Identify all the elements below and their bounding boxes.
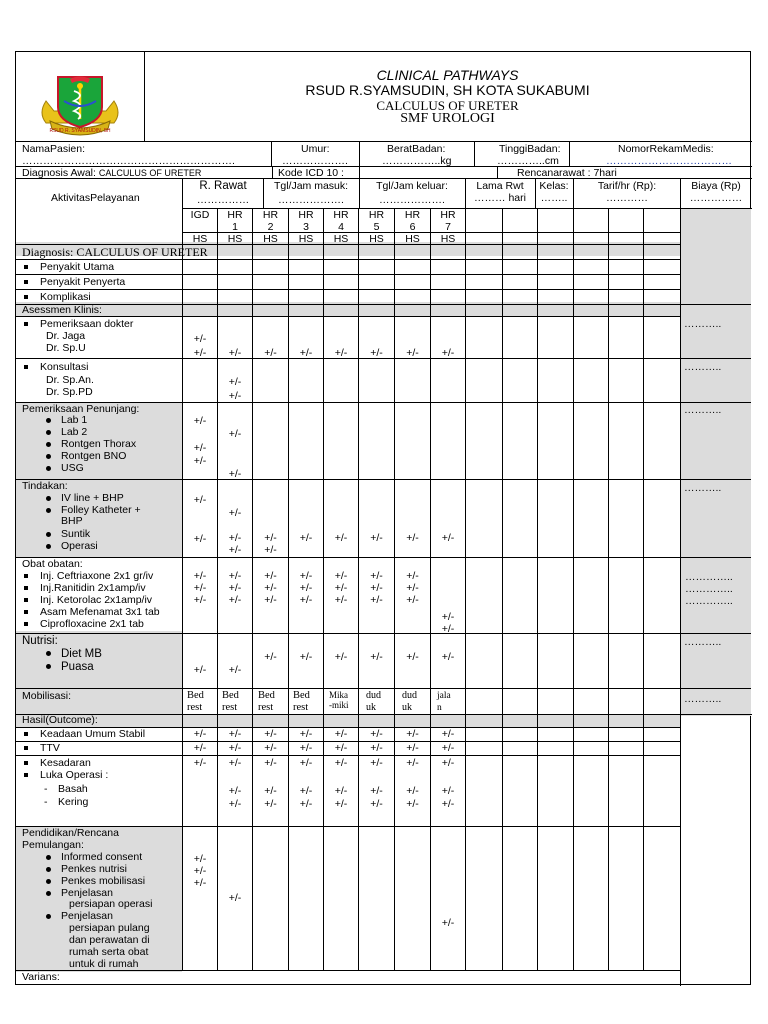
education-title-1: Pendidikan/Rencana <box>22 827 119 839</box>
pm-dry-hr2[interactable]: +/- <box>264 798 277 810</box>
lab1 <box>46 414 87 426</box>
pm-dry-hr6[interactable]: +/- <box>406 798 419 810</box>
pm-wet-hr4[interactable]: +/- <box>334 785 348 797</box>
day-hr6 <box>395 209 430 233</box>
day-hr5-top: HR <box>368 209 385 221</box>
class-field[interactable]: …….. <box>540 192 568 204</box>
mob-hr1-2: rest <box>222 702 238 713</box>
pm-support-hr1-1[interactable]: +/- <box>228 428 242 440</box>
pm-nutrition-hr2[interactable]: +/- <box>264 651 277 663</box>
pm-dry-hr3[interactable]: +/- <box>299 798 313 810</box>
cost-actions[interactable]: ……….. <box>684 482 722 494</box>
pm-med-hr3-2[interactable]: +/- <box>299 582 313 594</box>
pm-action-hr2-2[interactable]: +/- <box>264 544 277 556</box>
mob-igd-2: rest <box>187 702 203 713</box>
rontgen-bno-label: Rontgen BNO <box>61 450 127 462</box>
pm-out1-igd[interactable]: +/- <box>193 728 207 740</box>
cost-support[interactable]: ……….. <box>684 404 722 416</box>
wound-wet-label: Basah <box>58 783 88 795</box>
hs-igd: HS <box>192 233 208 245</box>
edu-discharge-2: persiapan pulang <box>69 922 150 934</box>
cost-label: Biaya (Rp) <box>691 180 741 192</box>
pm-action-hr4[interactable]: +/- <box>334 532 348 544</box>
day-hr2-top: HR <box>262 209 279 221</box>
pm-action-igd-2[interactable]: +/- <box>193 533 207 545</box>
consciousness <box>24 757 91 769</box>
surgery-label: Operasi <box>61 540 98 552</box>
pm-out1-hr6[interactable]: +/- <box>406 728 419 740</box>
pm-med-hr2-2[interactable]: +/- <box>264 582 277 594</box>
pm-support-igd-3[interactable]: +/- <box>193 455 207 467</box>
day-hr1-top: HR <box>227 209 243 221</box>
edu-surgery-prep-label: Penjelasan <box>61 887 113 899</box>
mob-hr5-2: uk <box>366 702 376 713</box>
age-label: Umur: <box>301 143 330 155</box>
pm-exam-hr4[interactable]: +/- <box>334 347 348 359</box>
pm-support-hr1-2[interactable]: +/- <box>228 468 242 480</box>
pm-med-hr5-2[interactable]: +/- <box>370 582 383 594</box>
edu-discharge-5: untuk di rumah <box>69 958 139 970</box>
pm-wet-hr2[interactable]: +/- <box>264 785 277 797</box>
edu-mobilization <box>46 875 145 887</box>
date-out-field[interactable]: ………………. <box>379 194 445 206</box>
pm-edu-hr7[interactable]: +/- <box>441 917 455 929</box>
primary-disease-label: Penyakit Utama <box>40 261 115 273</box>
pm-out3-hr3[interactable]: +/- <box>299 757 313 769</box>
day-hr4-top: HR <box>333 209 349 221</box>
length-of-stay-label: Lama Rwt <box>476 180 524 192</box>
day-hr5 <box>359 209 394 233</box>
edu-discharge <box>46 910 113 922</box>
lab2-label: Lab 2 <box>61 426 88 438</box>
pm-med-hr5-3[interactable]: +/- <box>370 594 383 606</box>
patient-name-field[interactable]: ……………………………………………………. <box>22 155 235 167</box>
edu-discharge-label: Penjelasan <box>61 910 113 922</box>
edu-consent-label: Informed consent <box>61 851 143 863</box>
med-ceftriaxone-label: Inj. Ceftriaxone 2x1 gr/iv <box>40 570 154 582</box>
pm-med-hr7-2[interactable]: +/- <box>441 623 455 635</box>
pm-out1-hr7[interactable]: +/- <box>441 728 455 740</box>
date-in-label: Tgl/Jam masuk: <box>273 180 349 192</box>
consult <box>24 361 88 373</box>
mob-hr7 <box>437 690 451 714</box>
length-of-stay-field[interactable]: ……… hari <box>474 192 526 204</box>
pm-action-hr6[interactable]: +/- <box>406 532 419 544</box>
pm-wet-hr6[interactable]: +/- <box>406 785 419 797</box>
pm-med-hr4-1[interactable]: +/- <box>334 570 348 582</box>
pm-wet-hr5[interactable]: +/- <box>370 785 383 797</box>
height-field[interactable]: …………..cm <box>497 155 559 167</box>
mob-hr4 <box>329 690 349 710</box>
pm-edu-igd-1[interactable]: +/- <box>193 853 207 865</box>
pm-out1-hr3[interactable]: +/- <box>299 728 313 740</box>
pm-out2-hr7[interactable]: +/- <box>441 742 455 754</box>
mob-hr3-1: Bed <box>293 690 310 701</box>
hs-hr2: HS <box>263 233 278 245</box>
rontgen-bno <box>46 450 126 462</box>
med-ketorolac <box>24 594 152 606</box>
med-ciprofloxacine-label: Ciprofloxacine 2x1 tab <box>40 618 144 630</box>
tariff-label: Tarif/hr (Rp): <box>597 180 657 192</box>
diagnosis-section-title: Diagnosis: CALCULUS OF URETER <box>22 245 208 259</box>
education-title-2: Pemulangan: <box>22 839 84 851</box>
pm-med-hr3-3[interactable]: +/- <box>299 594 313 606</box>
date-out-label: Tgl/Jam keluar: <box>376 180 448 192</box>
day-hr1 <box>218 209 252 233</box>
weight-label: BeratBadan: <box>387 143 446 155</box>
education-title <box>22 827 119 851</box>
comorbid-disease-label: Penyakit Penyerta <box>40 276 126 288</box>
pm-action-hr1-2[interactable]: +/- <box>228 532 242 544</box>
fasting <box>46 661 94 673</box>
usg <box>46 462 84 474</box>
mob-igd-1: Bed <box>187 690 204 701</box>
pm-dry-hr5[interactable]: +/- <box>370 798 383 810</box>
pm-med-hr2-1[interactable]: +/- <box>264 570 277 582</box>
pm-out2-hr5[interactable]: +/- <box>370 742 383 754</box>
initial-diagnosis-label: Diagnosis Awal: <box>22 167 96 179</box>
cost-exam[interactable]: ……….. <box>684 318 722 330</box>
mob-hr4-1: Mika <box>329 690 348 700</box>
day-hr7 <box>431 209 465 233</box>
surgical-wound <box>24 769 108 781</box>
pm-med-hr1-2[interactable]: +/- <box>228 582 242 594</box>
hs-hr1: HS <box>227 233 243 245</box>
edu-nutrition-label: Penkes nutrisi <box>61 863 127 875</box>
pm-action-hr5[interactable]: +/- <box>370 532 383 544</box>
pm-support-igd-1[interactable]: +/- <box>193 415 207 427</box>
rontgen-thorax <box>46 438 136 450</box>
consult-label: Konsultasi <box>40 361 89 373</box>
pm-exam-hr2[interactable]: +/- <box>264 347 277 359</box>
folley-bhp: BHP <box>61 515 83 527</box>
edu-discharge-3: dan perawatan di <box>69 934 150 946</box>
pm-support-igd-2[interactable]: +/- <box>193 442 207 454</box>
ttv <box>24 742 60 754</box>
pm-wet-hr7[interactable]: +/- <box>441 785 455 797</box>
pm-dry-hr7[interactable]: +/- <box>441 798 455 810</box>
pm-out2-hr1[interactable]: +/- <box>228 742 242 754</box>
diagnosis-title: CALCULUS OF URETER <box>376 98 519 113</box>
diet-mb-label: Diet MB <box>61 648 102 660</box>
day-igd: IGD <box>190 209 210 221</box>
pm-out2-hr3[interactable]: +/- <box>299 742 313 754</box>
fasting-label: Puasa <box>61 661 94 673</box>
nutrition-title: Nutrisi: <box>22 635 58 647</box>
pm-action-hr1-1[interactable]: +/- <box>228 507 242 519</box>
tariff-field[interactable]: ………… <box>606 192 648 204</box>
initial-diagnosis <box>22 167 201 179</box>
complication <box>24 291 91 303</box>
day-hr7-num: 7 <box>445 221 451 233</box>
date-in-field[interactable]: ………………. <box>278 194 344 206</box>
dr-general: Dr. Jaga <box>46 330 86 342</box>
pm-nutrition-hr3[interactable]: +/- <box>299 651 313 663</box>
general-state-label: Keadaan Umum Stabil <box>40 728 146 740</box>
pm-action-hr7[interactable]: +/- <box>441 532 455 544</box>
mob-hr2 <box>258 690 275 714</box>
pm-out1-hr5[interactable]: +/- <box>370 728 383 740</box>
pm-out3-hr5[interactable]: +/- <box>370 757 383 769</box>
mob-hr6 <box>402 690 417 714</box>
pm-med-hr4-2[interactable]: +/- <box>334 582 348 594</box>
day-hr3-top: HR <box>298 209 314 221</box>
pm-out2-hr4[interactable]: +/- <box>334 742 348 754</box>
initial-diagnosis-value: CALCULUS OF URETER <box>98 168 202 178</box>
pm-out3-hr1[interactable]: +/- <box>228 757 242 769</box>
pm-out2-hr6[interactable]: +/- <box>406 742 419 754</box>
mob-hr5-1: dud <box>366 690 381 701</box>
pm-out1-hr1[interactable]: +/- <box>228 728 242 740</box>
pm-med-hr2-3[interactable]: +/- <box>264 594 277 606</box>
height-label: TinggiBadan: <box>499 143 561 155</box>
pm-edu-hr1[interactable]: +/- <box>228 892 242 904</box>
pm-med-hr4-3[interactable]: +/- <box>334 594 348 606</box>
comorbid-disease <box>24 276 125 288</box>
pm-med-hr7-1[interactable]: +/- <box>441 611 455 623</box>
hs-hr5: HS <box>369 233 384 245</box>
mob-hr5 <box>366 690 381 714</box>
mob-hr2-1: Bed <box>258 690 275 701</box>
hs-hr6: HS <box>405 233 420 245</box>
mob-hr6-2: uk <box>402 702 412 713</box>
mobilization-title: Mobilisasi: <box>22 690 72 702</box>
clinical-pathway-form <box>15 51 751 985</box>
med-mefenamat <box>24 606 160 618</box>
pm-med-hr5-1[interactable]: +/- <box>370 570 383 582</box>
pm-consult-hr1-2[interactable]: +/- <box>228 390 242 402</box>
pm-action-hr1-3[interactable]: +/- <box>228 544 242 556</box>
cost-field[interactable]: …………… <box>689 192 743 204</box>
wound-wet: - Basah <box>44 783 88 795</box>
pm-med-hr3-1[interactable]: +/- <box>299 570 313 582</box>
medication-title: Obat obatan: <box>22 558 83 570</box>
care-plan-label: Rencanarawat : 7hari <box>517 167 617 179</box>
med-ceftriaxone <box>24 570 153 582</box>
rontgen-thorax-label: Rontgen Thorax <box>61 438 137 450</box>
general-state <box>24 728 145 740</box>
pm-consult-hr1-1[interactable]: +/- <box>228 376 242 388</box>
pm-med-hr1-3[interactable]: +/- <box>228 594 242 606</box>
mob-hr7-1: jala <box>437 691 451 701</box>
patient-name-label: NamaPasien: <box>22 143 86 155</box>
cost-consult[interactable]: ……….. <box>684 361 722 373</box>
pm-exam-hr3[interactable]: +/- <box>299 347 313 359</box>
pm-nutrition-hr4[interactable]: +/- <box>334 651 348 663</box>
ttv-label: TTV <box>40 742 60 754</box>
svg-text:RSUD R. SYAMSUDIN, SH: RSUD R. SYAMSUDIN, SH <box>49 128 111 134</box>
day-hr3 <box>289 209 323 233</box>
day-hr7-top: HR <box>440 209 456 221</box>
primary-disease <box>24 261 114 273</box>
hs-hr4: HS <box>333 233 349 245</box>
medical-record-field[interactable]: ……………………………… <box>606 155 732 167</box>
edu-mobilization-label: Penkes mobilisasi <box>61 875 146 887</box>
day-hr5-num: 5 <box>373 221 380 233</box>
med-ranitidin-label: Inj.Ranitidin 2x1amp/iv <box>40 582 146 594</box>
pm-out3-hr6[interactable]: +/- <box>406 757 419 769</box>
pm-out3-hr2[interactable]: +/- <box>264 757 277 769</box>
injection-label: Suntik <box>61 528 91 540</box>
pm-nutrition-hr1[interactable]: +/- <box>228 664 242 676</box>
support-exam-title: Pemeriksaan Penunjang: <box>22 403 140 415</box>
pm-nutrition-hr6[interactable]: +/- <box>406 651 419 663</box>
department-name: SMF UROLOGI <box>400 111 495 126</box>
day-hr6-top: HR <box>404 209 421 221</box>
pm-out1-hr4[interactable]: +/- <box>334 728 348 740</box>
mob-hr7-2: n <box>437 703 442 713</box>
cost-mobilization[interactable]: ……….. <box>684 693 722 705</box>
hs-hr7: HS <box>440 233 456 245</box>
actions-title: Tindakan: <box>22 480 68 492</box>
cost-nutrition[interactable]: ……….. <box>684 636 722 648</box>
mob-hr3 <box>293 690 310 714</box>
pm-nutrition-igd[interactable]: +/- <box>193 664 207 676</box>
mob-hr1-1: Bed <box>222 690 239 701</box>
cost-med-2[interactable]: ………….. <box>685 583 733 595</box>
wound-dry: - Kering <box>44 796 89 808</box>
usg-label: USG <box>61 462 84 474</box>
pm-exam-igd-1[interactable]: +/- <box>193 333 207 345</box>
pm-action-hr2-1[interactable]: +/- <box>264 532 277 544</box>
pm-med-igd-2[interactable]: +/- <box>193 582 207 594</box>
pm-action-hr3[interactable]: +/- <box>299 532 313 544</box>
edu-discharge-4: rumah serta obat <box>69 946 149 958</box>
pm-out1-hr2[interactable]: +/- <box>264 728 277 740</box>
variance-title: Varians: <box>22 971 60 983</box>
cost-med-1[interactable]: ………….. <box>685 571 733 583</box>
consult-anesthesia: Dr. Sp.An. <box>46 374 94 386</box>
pm-dry-hr4[interactable]: +/- <box>334 798 348 810</box>
day-hr2-num: 2 <box>267 221 274 233</box>
pm-exam-hr5[interactable]: +/- <box>370 347 383 359</box>
day-hr4-num: 4 <box>338 221 344 233</box>
pm-nutrition-hr5[interactable]: +/- <box>370 651 383 663</box>
med-mefenamat-label: Asam Mefenamat 3x1 tab <box>40 606 160 618</box>
mob-hr2-2: rest <box>258 702 274 713</box>
injection <box>46 528 90 540</box>
pm-exam-igd-2[interactable]: +/- <box>193 347 207 359</box>
mob-hr3-2: rest <box>293 702 309 713</box>
surgery <box>46 540 98 552</box>
day-hr1-num: 1 <box>232 221 238 233</box>
med-ranitidin <box>24 582 146 594</box>
pm-exam-hr6[interactable]: +/- <box>406 347 419 359</box>
mob-igd <box>187 690 204 714</box>
pm-dry-hr1[interactable]: +/- <box>228 798 242 810</box>
pm-wet-hr3[interactable]: +/- <box>299 785 313 797</box>
hospital-name: RSUD R.SYAMSUDIN, SH KOTA SUKABUMI <box>305 82 590 98</box>
folley-label: Folley Katheter + <box>61 504 141 516</box>
class-label: Kelas: <box>539 180 569 192</box>
pm-out3-hr7[interactable]: +/- <box>441 757 455 769</box>
lab2 <box>46 426 87 438</box>
medical-record-label: NomorRekamMedis: <box>618 143 714 155</box>
pm-med-igd-3[interactable]: +/- <box>193 594 207 606</box>
pm-out2-igd[interactable]: +/- <box>193 742 207 754</box>
icd-code-label: Kode ICD 10 : <box>278 167 344 179</box>
pm-med-igd-1[interactable]: +/- <box>193 570 207 582</box>
activities-label: AktivitasPelayanan <box>51 192 140 204</box>
room-label: R. Rawat <box>199 180 247 192</box>
pm-exam-hr1[interactable]: +/- <box>228 347 242 359</box>
pm-med-hr6-1[interactable]: +/- <box>406 570 419 582</box>
wound-dry-label: Kering <box>58 796 89 808</box>
day-hr6-num: 6 <box>409 221 416 233</box>
edu-surgery-prep-2: persiapan operasi <box>69 898 153 910</box>
doctor-exam-label: Pemeriksaan dokter <box>40 318 134 330</box>
hs-hr3: HS <box>298 233 314 245</box>
pm-med-hr6-2[interactable]: +/- <box>406 582 419 594</box>
lab1-label: Lab 1 <box>61 414 88 426</box>
room-field[interactable]: …………… <box>196 194 250 206</box>
pm-exam-hr7[interactable]: +/- <box>441 347 455 359</box>
pm-med-hr1-1[interactable]: +/- <box>228 570 242 582</box>
pm-edu-igd-2[interactable]: +/- <box>193 865 207 877</box>
mob-hr4-2: -miki <box>329 700 349 710</box>
mob-hr1 <box>222 690 239 714</box>
diet-mb <box>46 648 102 660</box>
med-ketorolac-label: Inj. Ketorolac 2x1amp/iv <box>40 594 153 606</box>
cost-med-3[interactable]: ………….. <box>685 595 733 607</box>
doctor-exam <box>24 318 133 330</box>
consult-internal: Dr. Sp.PD <box>46 386 93 398</box>
pm-wet-hr1[interactable]: +/- <box>228 785 242 797</box>
day-hr2 <box>253 209 288 233</box>
edu-nutrition <box>46 863 127 875</box>
pm-action-igd-1[interactable]: +/- <box>193 494 207 506</box>
med-ciprofloxacine <box>24 618 144 630</box>
dr-specialist: Dr. Sp.U <box>46 342 86 354</box>
weight-field[interactable]: ……………..kg <box>382 155 452 167</box>
pm-med-hr6-3[interactable]: +/- <box>406 594 419 606</box>
surgical-wound-label: Luka Operasi : <box>40 769 109 781</box>
pm-nutrition-hr7[interactable]: +/- <box>441 651 455 663</box>
edu-consent <box>46 851 142 863</box>
mob-hr6-1: dud <box>402 690 417 701</box>
iv-line-label: IV line + BHP <box>61 492 124 504</box>
complication-label: Komplikasi <box>40 291 91 303</box>
consciousness-label: Kesadaran <box>40 757 91 769</box>
pm-out3-hr4[interactable]: +/- <box>334 757 348 769</box>
iv-line <box>46 492 124 504</box>
pm-edu-igd-3[interactable]: +/- <box>193 877 207 889</box>
outcome-title: Hasil(Outcome): <box>22 714 98 726</box>
pm-out2-hr2[interactable]: +/- <box>264 742 277 754</box>
pm-out3-igd[interactable]: +/- <box>193 757 207 769</box>
form-title: CLINICAL PATHWAYS <box>376 67 519 83</box>
assessment-title: Asessmen Klinis: <box>22 304 102 316</box>
age-field[interactable]: ………………. <box>282 155 348 167</box>
day-hr3-num: 3 <box>303 221 309 233</box>
day-hr4 <box>324 209 358 233</box>
